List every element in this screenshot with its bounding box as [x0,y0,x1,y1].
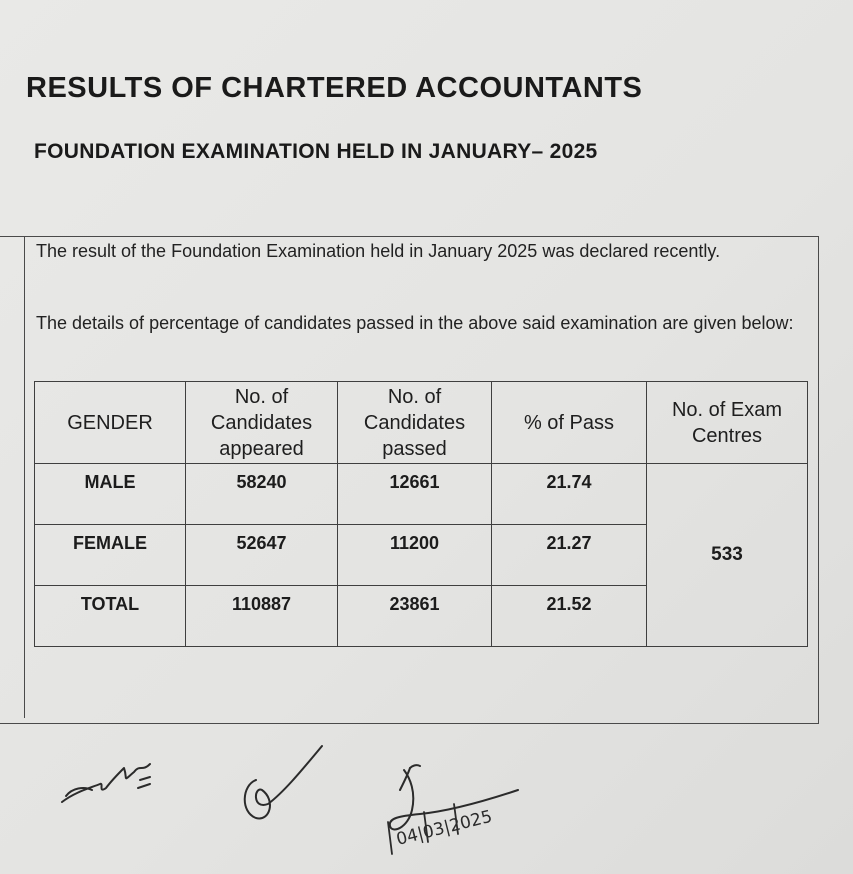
header-centres: No. of Exam Centres [647,382,808,464]
header-percent: % of Pass [492,382,647,464]
table-row [35,464,808,525]
cell-appeared: 110887 [186,586,338,647]
signature-2 [245,746,322,818]
cell-gender: TOTAL [35,586,186,647]
margin-line [24,236,25,718]
results-table [34,381,808,647]
intro-paragraph: The result of the Foundation Examination held in January 2025 was declared recently. [36,241,721,261]
cell-passed: 23861 [338,586,492,647]
cell-appeared: 52647 [186,525,338,586]
document-title: RESULTS OF CHARTERED ACCOUNTANTS [26,72,643,104]
header-gender: GENDER [35,382,186,464]
cell-percent: 21.27 [492,525,647,586]
table-header-row [35,382,808,464]
cell-gender: MALE [35,464,186,525]
cell-gender: FEMALE [35,525,186,586]
cell-passed: 11200 [338,525,492,586]
cell-exam-centres: 533 [647,464,808,647]
cell-percent: 21.74 [492,464,647,525]
signature-1 [62,764,150,802]
document-subtitle: FOUNDATION EXAMINATION HELD IN JANUARY– 2025 [34,140,598,163]
details-paragraph: The details of percentage of candidates passed in the above said examination are given below: [36,313,794,333]
cell-appeared: 58240 [186,464,338,525]
header-passed: No. of Candidates passed [338,382,492,464]
signature-date: 04|03|2025 [394,806,495,850]
cell-passed: 12661 [338,464,492,525]
header-appeared: No. of Candidates appeared [186,382,338,464]
cell-percent: 21.52 [492,586,647,647]
signatures-area [0,730,853,874]
